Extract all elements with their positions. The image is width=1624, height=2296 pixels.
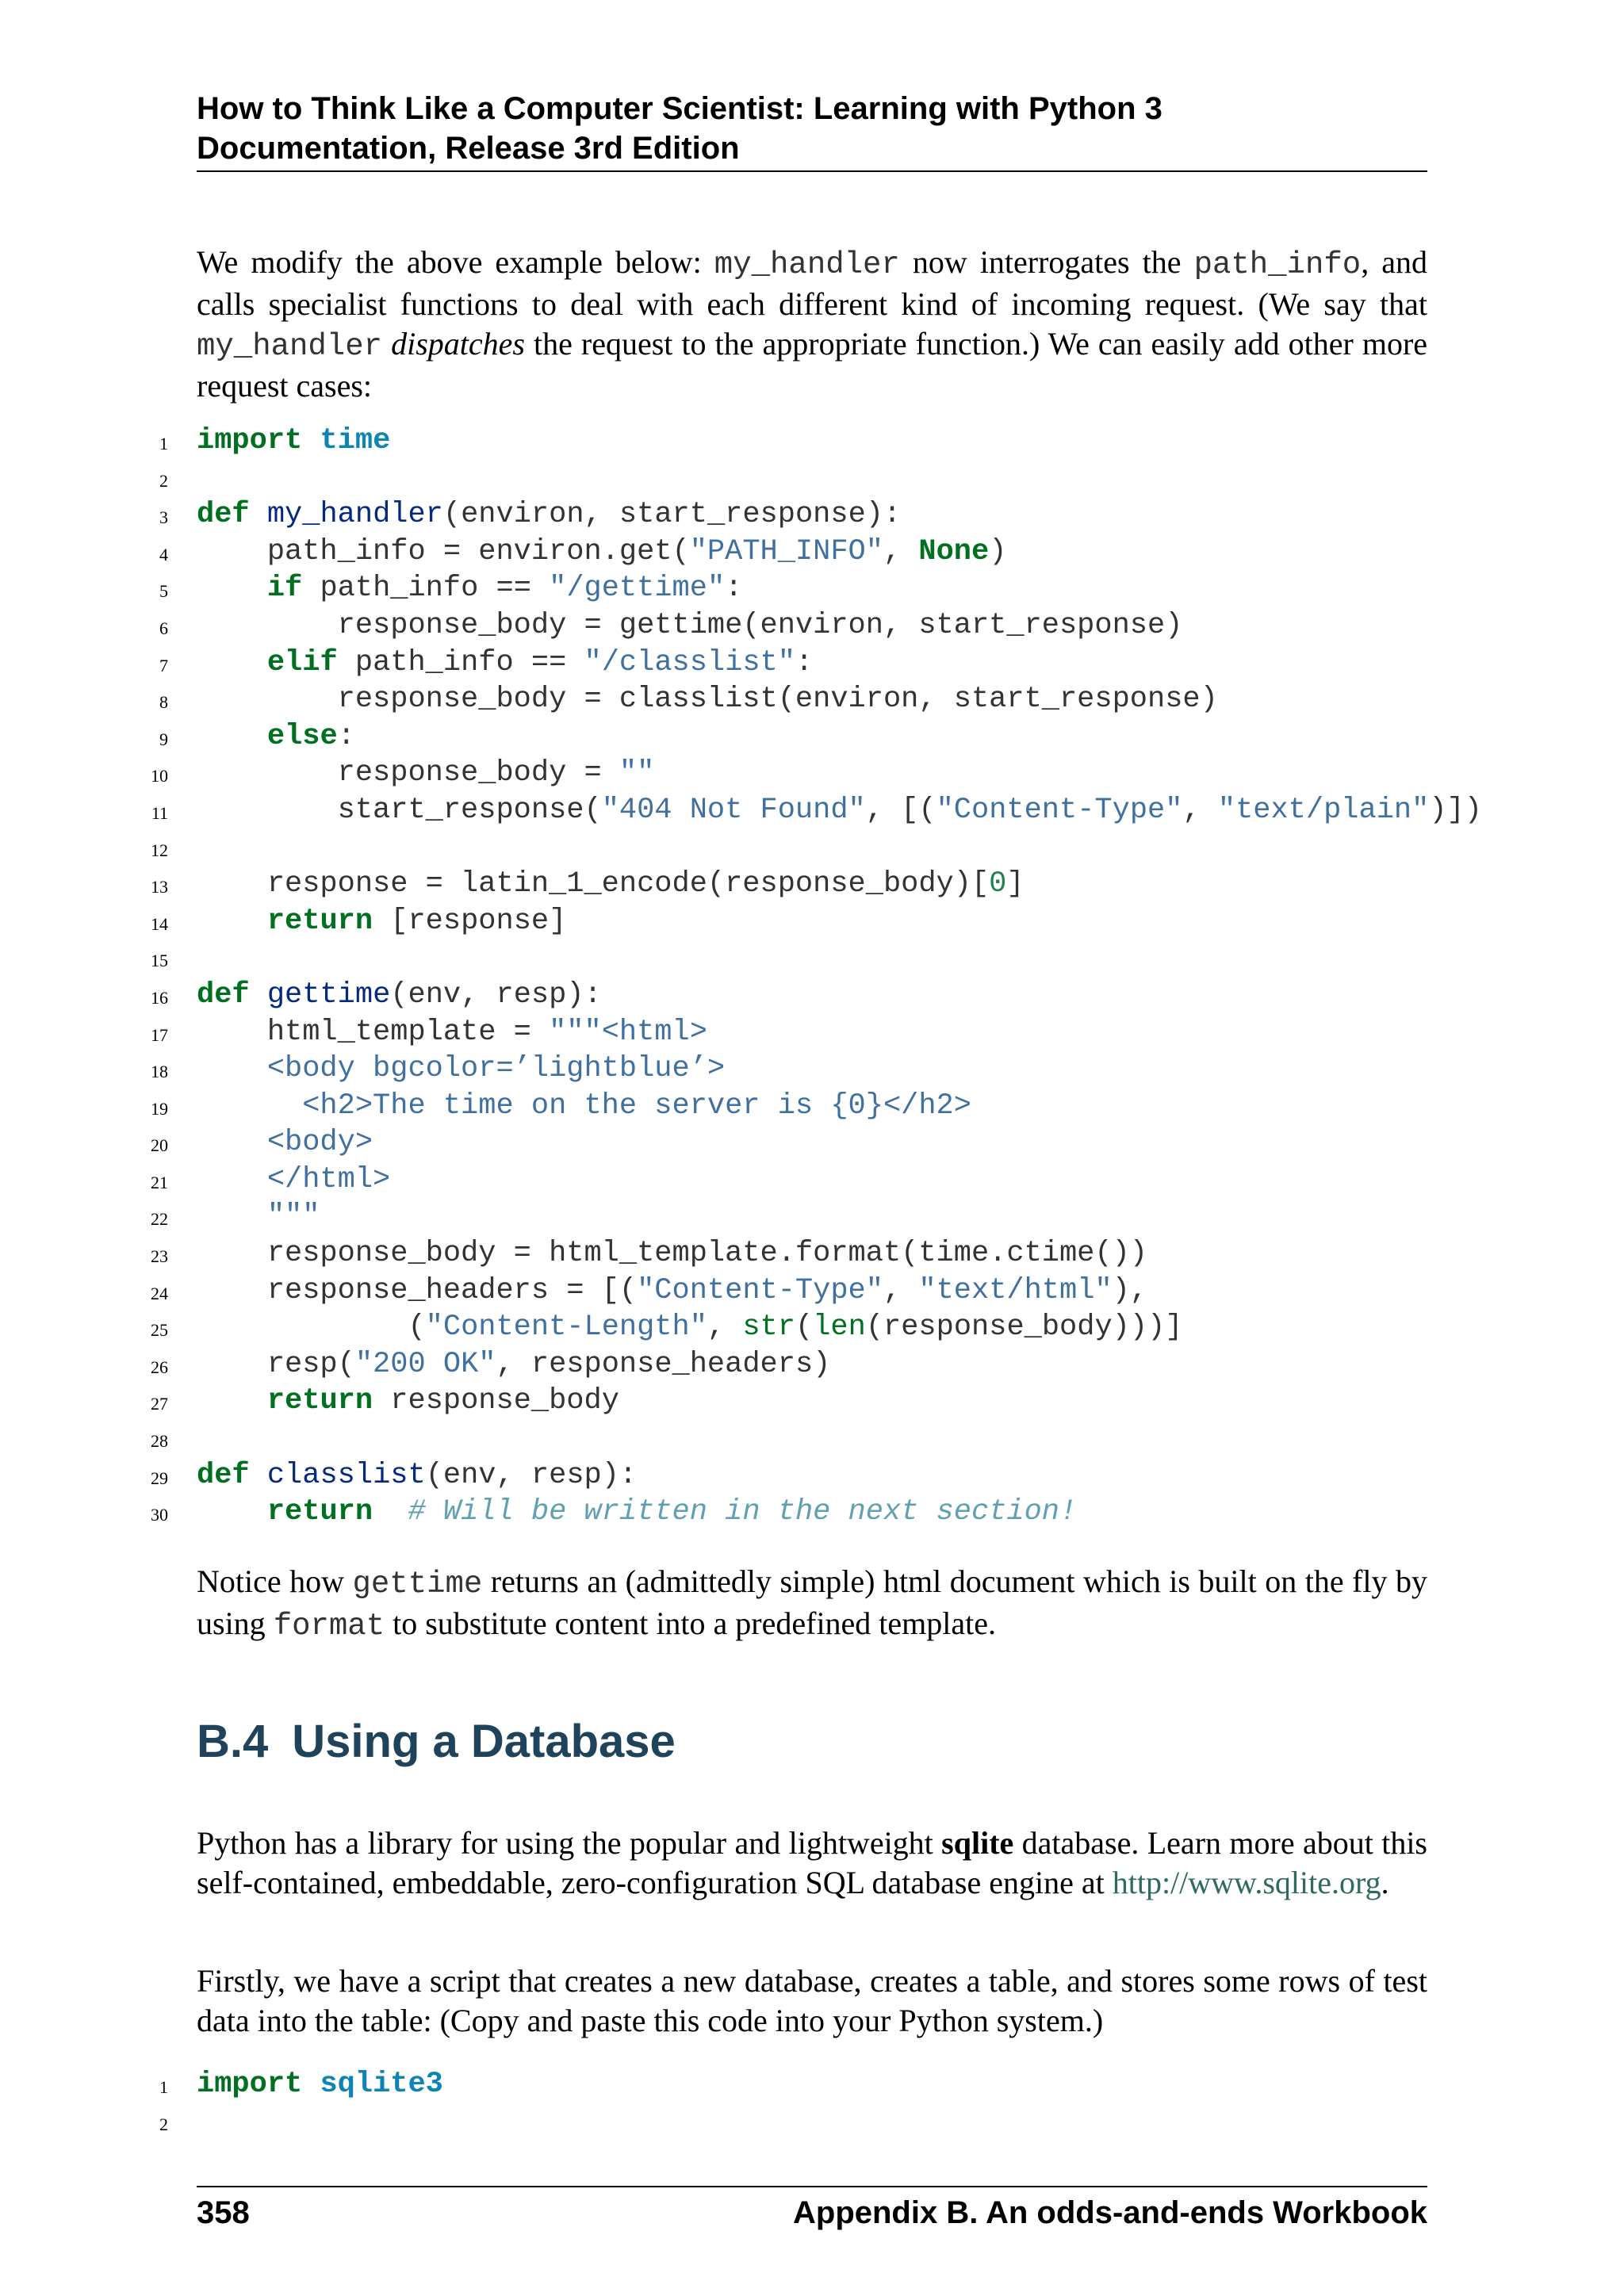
code-text: :	[725, 572, 743, 606]
code-text: response_body = classlist(environ, start_response)	[197, 683, 1218, 717]
code-line-14	[127, 903, 1610, 940]
string-literal: "Content-Type"	[637, 1273, 883, 1307]
intro-text-3: , and calls specialist functions to deal with each different kind of incoming request. (We say that	[197, 244, 1427, 322]
code-text: , [(	[865, 793, 936, 827]
code-text: path_info ==	[337, 645, 584, 679]
code-line-8	[127, 681, 1610, 718]
intro-text-1: We modify the above example below:	[197, 244, 714, 280]
code-text: response_body = gettime(environ, start_response)	[197, 608, 1183, 642]
module-name: time	[320, 424, 391, 457]
line-number: 29	[151, 1468, 168, 1488]
code-text: ,	[1182, 793, 1218, 827]
code-line-18	[127, 1050, 1610, 1088]
code-line-1	[127, 423, 1610, 460]
code-text: (env, resp):	[425, 1458, 638, 1492]
string-literal: """	[197, 1200, 320, 1234]
notice-text-1: Notice how	[197, 1563, 353, 1599]
code-line-7	[127, 645, 1610, 682]
page-number: 358	[197, 2195, 250, 2230]
string-literal: <h2>The time on the server is {0}</h2>	[197, 1089, 971, 1123]
string-literal: </html>	[197, 1162, 391, 1196]
code-text: path_info = environ.get(	[197, 534, 690, 568]
code-line-26	[127, 1346, 1610, 1383]
code-text: response_body =	[197, 756, 619, 790]
code-line-30	[127, 1494, 1610, 1531]
line-number: 15	[151, 951, 168, 971]
line-number: 4	[159, 544, 168, 564]
string-literal: """<html>	[549, 1015, 707, 1049]
sqlite-intro-paragraph	[197, 1823, 1427, 1903]
notice-paragraph	[197, 1562, 1427, 1646]
line-number: 19	[151, 1098, 168, 1119]
function-name: gettime	[266, 978, 391, 1012]
code-text: path_info ==	[302, 572, 550, 606]
code-text: )	[989, 534, 1007, 568]
keyword: elif	[266, 645, 338, 679]
code-text: )])	[1429, 793, 1482, 827]
line-number: 23	[151, 1246, 168, 1267]
notice-text-3: to substitute content into a predefined template.	[385, 1605, 997, 1641]
line-number: 14	[151, 913, 168, 934]
line-number: 1	[159, 434, 168, 453]
bold-sqlite: sqlite	[941, 1825, 1014, 1861]
line-number: 5	[159, 581, 168, 602]
code-line-22	[127, 1198, 1610, 1235]
string-literal: "Content-Type"	[936, 793, 1183, 827]
line-number: 9	[159, 729, 168, 749]
code-line-2	[127, 2103, 1610, 2141]
indent	[197, 905, 267, 938]
code-line-9	[127, 718, 1610, 756]
emphasis-dispatches: dispatches	[391, 326, 525, 362]
code-line-25	[127, 1309, 1610, 1346]
code-line-15	[127, 939, 1610, 977]
builtin-name: len	[813, 1311, 866, 1345]
intro-text-2: now interrogates the	[899, 244, 1194, 280]
line-number: 18	[151, 1062, 168, 1082]
section-title: Using a Database	[292, 1716, 676, 1767]
code-line-10	[127, 755, 1610, 792]
code-text: response = latin_1_encode(response_body)[	[197, 867, 990, 901]
line-number: 1	[159, 2077, 168, 2097]
code-text: ,	[883, 534, 919, 568]
line-number: 7	[159, 655, 168, 675]
keyword: import	[197, 424, 303, 457]
sqlite-link[interactable]: http://www.sqlite.org	[1112, 1865, 1381, 1900]
db-text-1: Python has a library for using the popular and lightweight	[197, 1825, 942, 1861]
keyword: def	[197, 1458, 250, 1492]
code-text: :	[795, 645, 814, 679]
keyword: else	[266, 719, 338, 753]
section-heading	[197, 1714, 676, 1770]
indent	[197, 720, 267, 753]
code-text: response_body	[373, 1384, 619, 1418]
code-text: start_response(	[197, 793, 602, 827]
code-text: resp(	[197, 1347, 355, 1381]
code-comment: # Will be written in the next section!	[373, 1495, 1078, 1529]
string-literal: "/gettime"	[549, 572, 726, 606]
code-line-20	[127, 1124, 1610, 1161]
code-text: , response_headers)	[496, 1347, 831, 1381]
intro-paragraph	[197, 243, 1427, 406]
string-literal: "404 Not Found"	[601, 793, 866, 827]
inline-code-gettime: gettime	[352, 1567, 483, 1601]
keyword: return	[266, 1495, 373, 1529]
string-literal: ""	[619, 756, 655, 790]
code-line-16	[127, 977, 1610, 1014]
footer-rule	[197, 2186, 1427, 2187]
running-header	[197, 89, 1427, 168]
string-literal: "text/html"	[918, 1273, 1113, 1307]
line-number: 22	[151, 1209, 168, 1230]
db-text-3: .	[1381, 1865, 1389, 1900]
header-line-1: How to Think Like a Computer Scientist: Learning with Python 3	[197, 91, 1162, 126]
keyword: return	[266, 904, 373, 938]
code-line-6	[127, 607, 1610, 645]
keyword: if	[266, 572, 303, 606]
code-line-27	[127, 1383, 1610, 1420]
code-text: (environ, start_response):	[442, 498, 902, 532]
code-text: ,	[883, 1273, 919, 1307]
function-name: my_handler	[266, 498, 443, 532]
inline-code-path-info: path_info	[1193, 247, 1362, 282]
line-number: 17	[151, 1024, 168, 1045]
inline-code-my-handler-2: my_handler	[197, 329, 383, 364]
code-line-13	[127, 866, 1610, 903]
code-line-24	[127, 1272, 1610, 1310]
chapter-title: Appendix B. An odds-and-ends Workbook	[793, 2195, 1427, 2230]
line-number: 13	[151, 877, 168, 897]
code-line-1	[127, 2066, 1610, 2103]
line-number: 26	[151, 1357, 168, 1377]
line-number: 6	[159, 618, 168, 638]
keyword: import	[197, 2068, 303, 2101]
db-text-2: database. Learn more about this self-contained, embeddable, zero-configuration SQL database engine at	[197, 1825, 1427, 1900]
code-text: ]	[1006, 867, 1025, 901]
function-name: classlist	[266, 1458, 426, 1492]
string-literal: "Content-Length"	[425, 1311, 707, 1345]
line-number: 25	[151, 1320, 168, 1341]
keyword: return	[266, 1384, 373, 1418]
line-number: 3	[159, 507, 168, 528]
indent	[197, 572, 267, 605]
indent	[197, 1495, 267, 1529]
code-text: html_template =	[197, 1015, 550, 1049]
keyword: None	[918, 534, 990, 568]
code-line-28	[127, 1420, 1610, 1457]
code-text: (env, resp):	[390, 978, 602, 1012]
line-number: 12	[151, 840, 168, 860]
notice-text-2: returns an (admittedly simple) html document which is built on the fly by using	[197, 1563, 1427, 1641]
number-literal: 0	[989, 867, 1007, 901]
line-number: 2	[159, 2114, 168, 2134]
module-name: sqlite3	[320, 2068, 443, 2101]
inline-code-format: format	[273, 1609, 385, 1644]
header-line-2: Documentation, Release 3rd Edition	[197, 131, 740, 166]
code-line-5	[127, 570, 1610, 607]
code-line-4	[127, 534, 1610, 571]
code-line-21	[127, 1161, 1610, 1199]
string-literal: "200 OK"	[354, 1347, 496, 1381]
code-line-12	[127, 829, 1610, 867]
code-text: (	[795, 1311, 814, 1345]
indent	[197, 646, 267, 679]
code-text: (	[197, 1311, 426, 1345]
line-number: 8	[159, 692, 168, 713]
code-text: response_body = html_template.format(time.ctime())	[197, 1237, 1147, 1271]
section-number: B.4	[197, 1716, 269, 1767]
indent	[197, 1384, 267, 1418]
line-number: 20	[151, 1135, 168, 1156]
line-number: 11	[151, 802, 168, 823]
header-rule	[197, 170, 1427, 172]
code-line-19	[127, 1088, 1610, 1125]
code-line-17	[127, 1014, 1610, 1051]
code-block-sqlite	[127, 2066, 1610, 2140]
line-number: 16	[151, 987, 168, 1008]
code-text: response_headers = [(	[197, 1273, 638, 1307]
line-number: 28	[151, 1431, 168, 1452]
line-number: 30	[151, 1505, 168, 1525]
code-line-11	[127, 792, 1610, 829]
code-line-2	[127, 460, 1610, 497]
string-literal: "/classlist"	[584, 645, 795, 679]
inline-code-my-handler: my_handler	[714, 247, 900, 282]
code-text: (response_body)))]	[865, 1311, 1183, 1345]
code-block-handler	[127, 423, 1610, 1531]
line-number: 24	[151, 1283, 168, 1303]
builtin-name: str	[742, 1311, 795, 1345]
intro-space	[382, 326, 391, 362]
code-text: :	[337, 719, 355, 753]
code-line-29	[127, 1457, 1610, 1494]
keyword: def	[197, 978, 250, 1012]
string-literal: "PATH_INFO"	[689, 534, 883, 568]
code-line-3	[127, 496, 1610, 534]
code-line-23	[127, 1235, 1610, 1272]
line-number: 27	[151, 1394, 168, 1414]
line-number: 21	[151, 1172, 168, 1192]
keyword: def	[197, 498, 250, 532]
code-text: [response]	[373, 904, 567, 938]
string-literal: "text/plain"	[1217, 793, 1430, 827]
code-text: ,	[707, 1311, 743, 1345]
code-text: ),	[1112, 1273, 1148, 1307]
string-literal: <body>	[197, 1126, 373, 1160]
line-number: 10	[151, 766, 168, 786]
intro-text-5: the request to the appropriate function.) We can easily add other more request cases:	[197, 326, 1428, 404]
firstly-paragraph: Firstly, we have a script that creates a new database, creates a table, and stores some rows of test data into the table: (Copy and paste this code into your Python system.)	[197, 1963, 1427, 2038]
string-literal: <body bgcolor=’lightblue’>	[197, 1052, 726, 1086]
line-number: 2	[159, 470, 168, 491]
